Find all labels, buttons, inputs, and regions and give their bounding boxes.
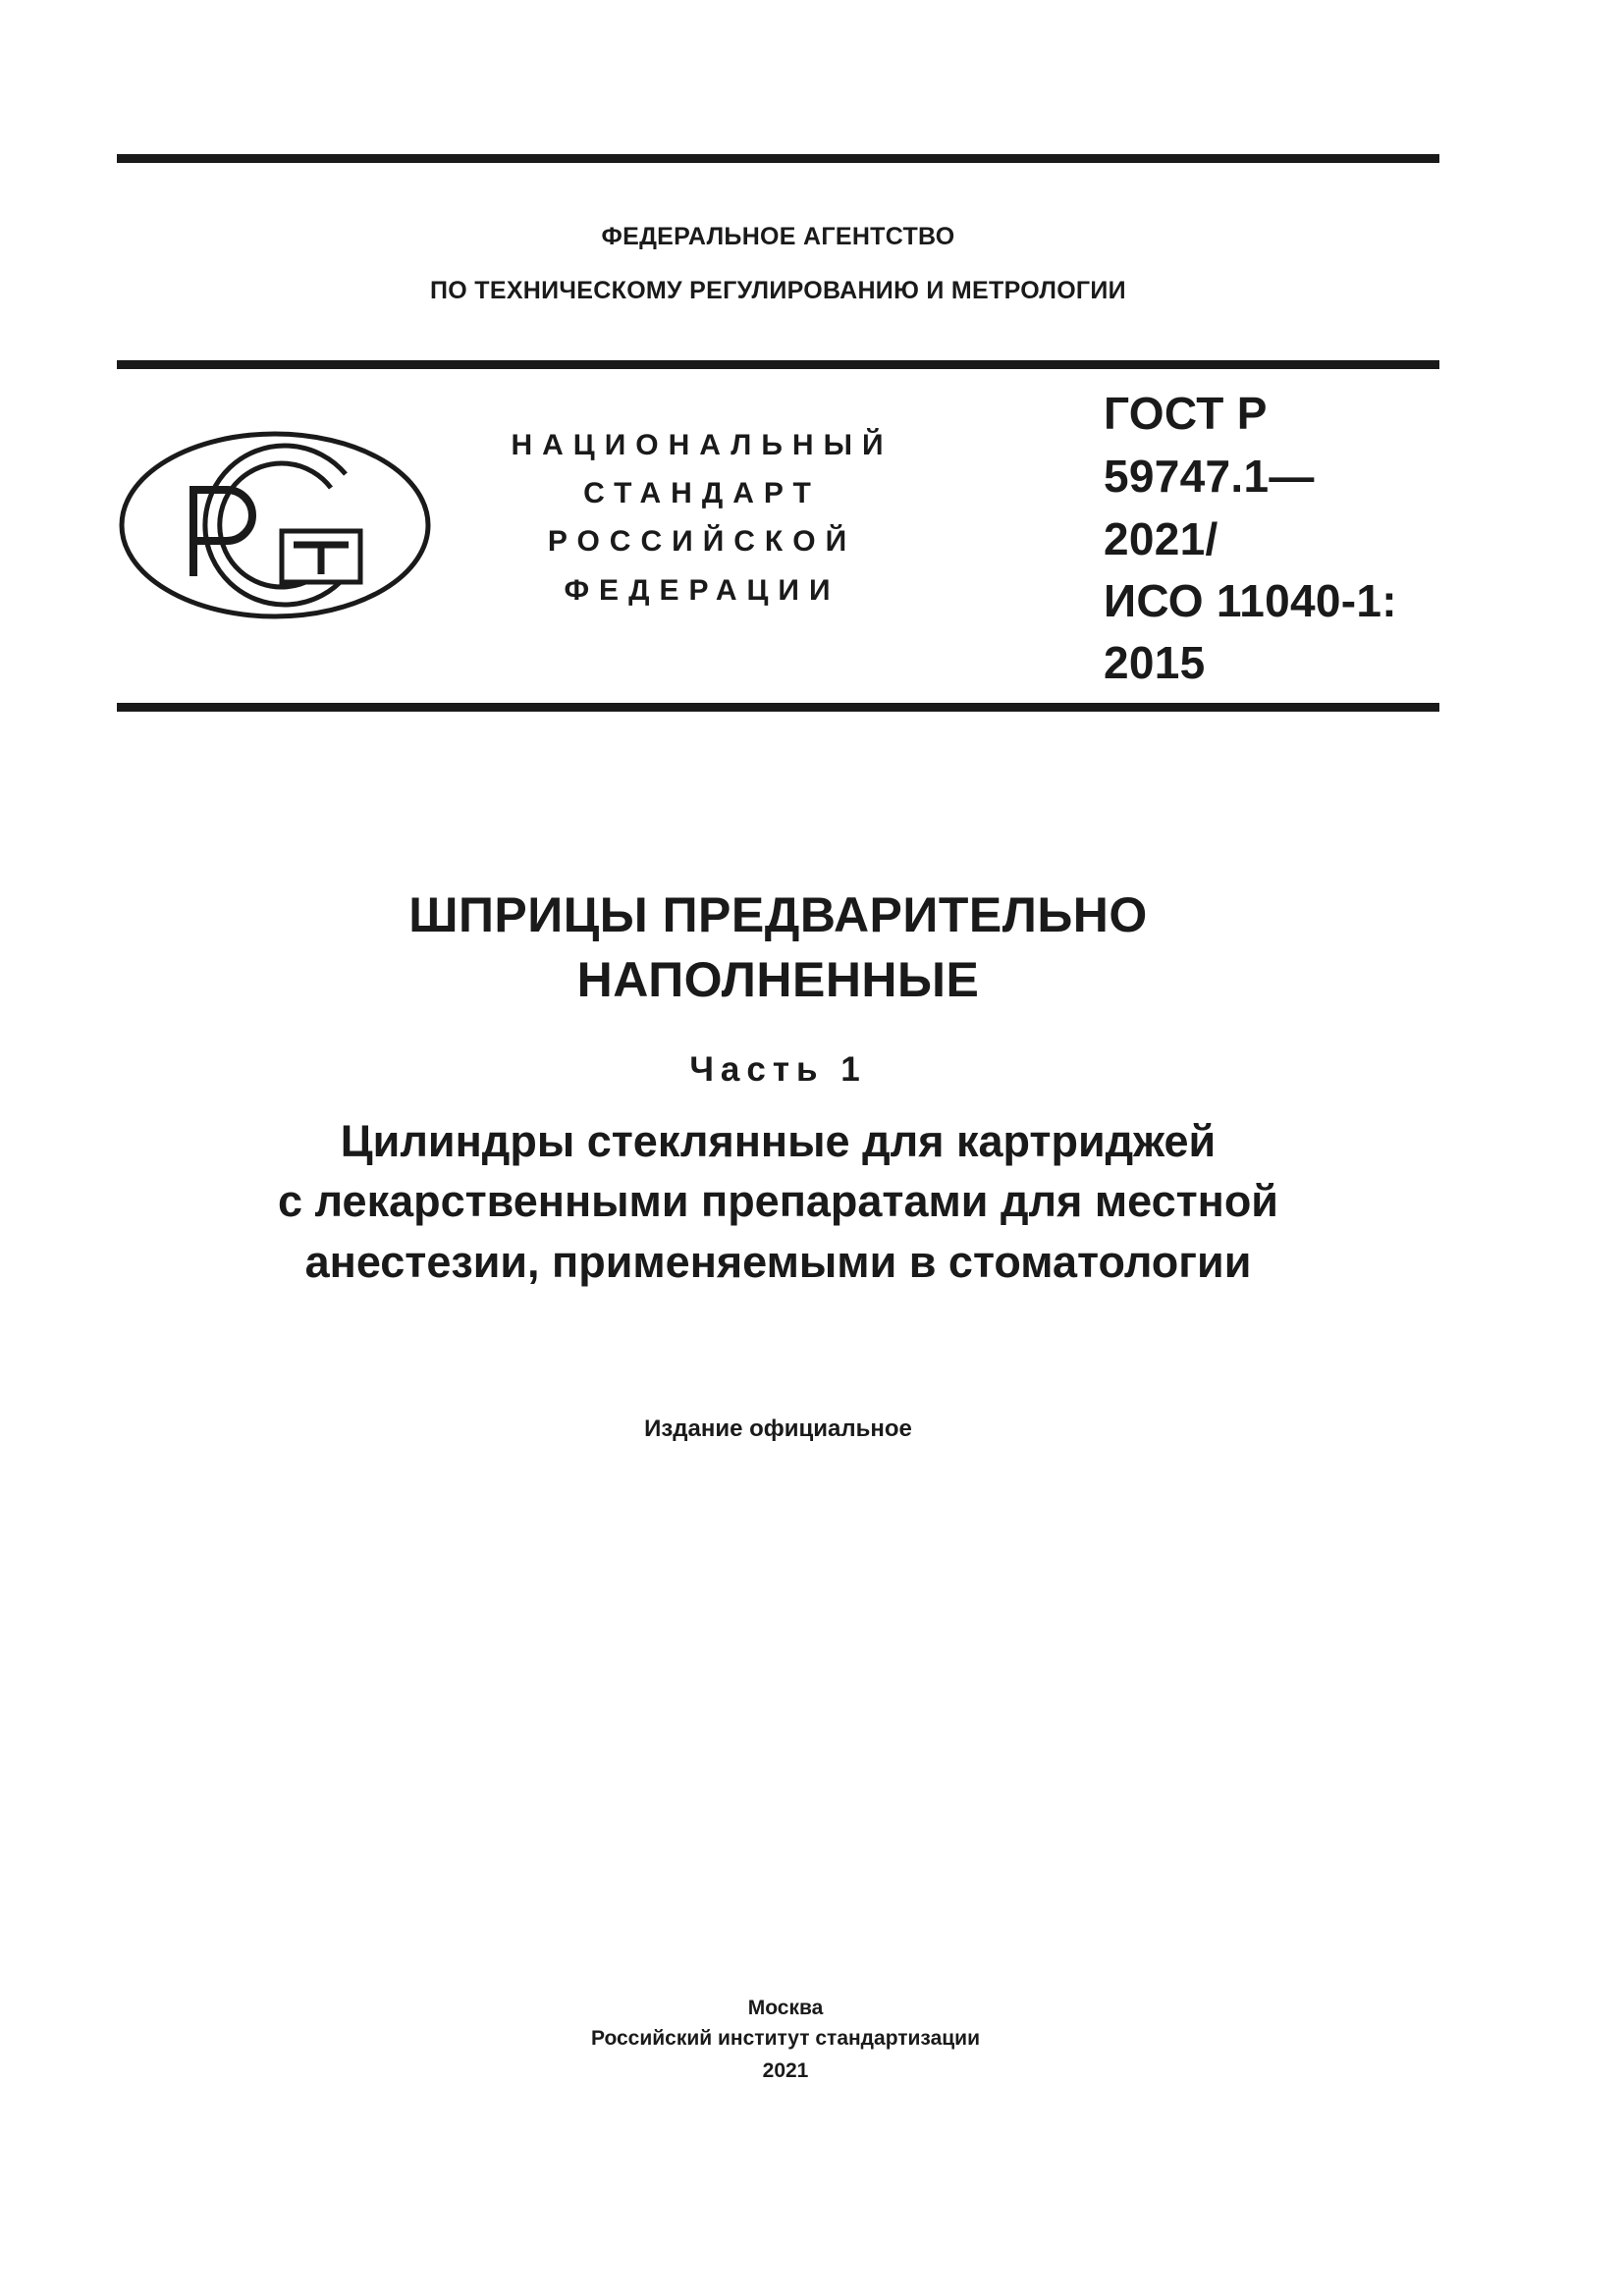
subtitle-line3: анестезии, применяемыми в стоматологии bbox=[304, 1237, 1252, 1287]
standard-code-line4: ИСО 11040-1: bbox=[1104, 575, 1397, 626]
subtitle-line2: с лекарственными препаратами для местной bbox=[278, 1176, 1278, 1226]
bottom-divider bbox=[117, 703, 1439, 712]
standard-code-line2: 59747.1— bbox=[1104, 451, 1315, 502]
middle-divider bbox=[117, 360, 1439, 369]
agency-name-line2: ПО ТЕХНИЧЕСКОМУ РЕГУЛИРОВАНИЮ И МЕТРОЛОГИИ bbox=[430, 277, 1126, 304]
standard-code-line3: 2021/ bbox=[1104, 513, 1218, 564]
top-divider bbox=[117, 154, 1439, 163]
part-label: Часть 1 bbox=[689, 1050, 867, 1089]
imprint-publisher: Российский институт стандартизации bbox=[590, 2027, 981, 2050]
document-title-line1: ШПРИЦЫ ПРЕДВАРИТЕЛЬНО bbox=[408, 887, 1148, 942]
standard-code-line5: 2015 bbox=[1104, 637, 1206, 688]
imprint-city: Москва bbox=[747, 1997, 824, 2019]
agency-name-line1: ФЕДЕРАЛЬНОЕ АГЕНТСТВО bbox=[601, 223, 955, 250]
subtitle-line1: Цилиндры стеклянные для картриджей bbox=[340, 1116, 1217, 1166]
national-standard-line3: РОССИЙСКОЙ bbox=[547, 525, 857, 558]
national-standard-line4: ФЕДЕРАЦИИ bbox=[564, 574, 840, 607]
national-standard-line1: НАЦИОНАЛЬНЫЙ bbox=[511, 429, 893, 461]
imprint-year: 2021 bbox=[762, 2059, 809, 2082]
document-title-line2: НАПОЛНЕННЫЕ bbox=[576, 952, 980, 1007]
rst-logo-icon bbox=[117, 429, 433, 621]
national-standard-line2: СТАНДАРТ bbox=[583, 477, 821, 509]
standard-code-line1: ГОСТ Р bbox=[1104, 388, 1268, 439]
edition-label: Издание официальное bbox=[644, 1415, 912, 1442]
